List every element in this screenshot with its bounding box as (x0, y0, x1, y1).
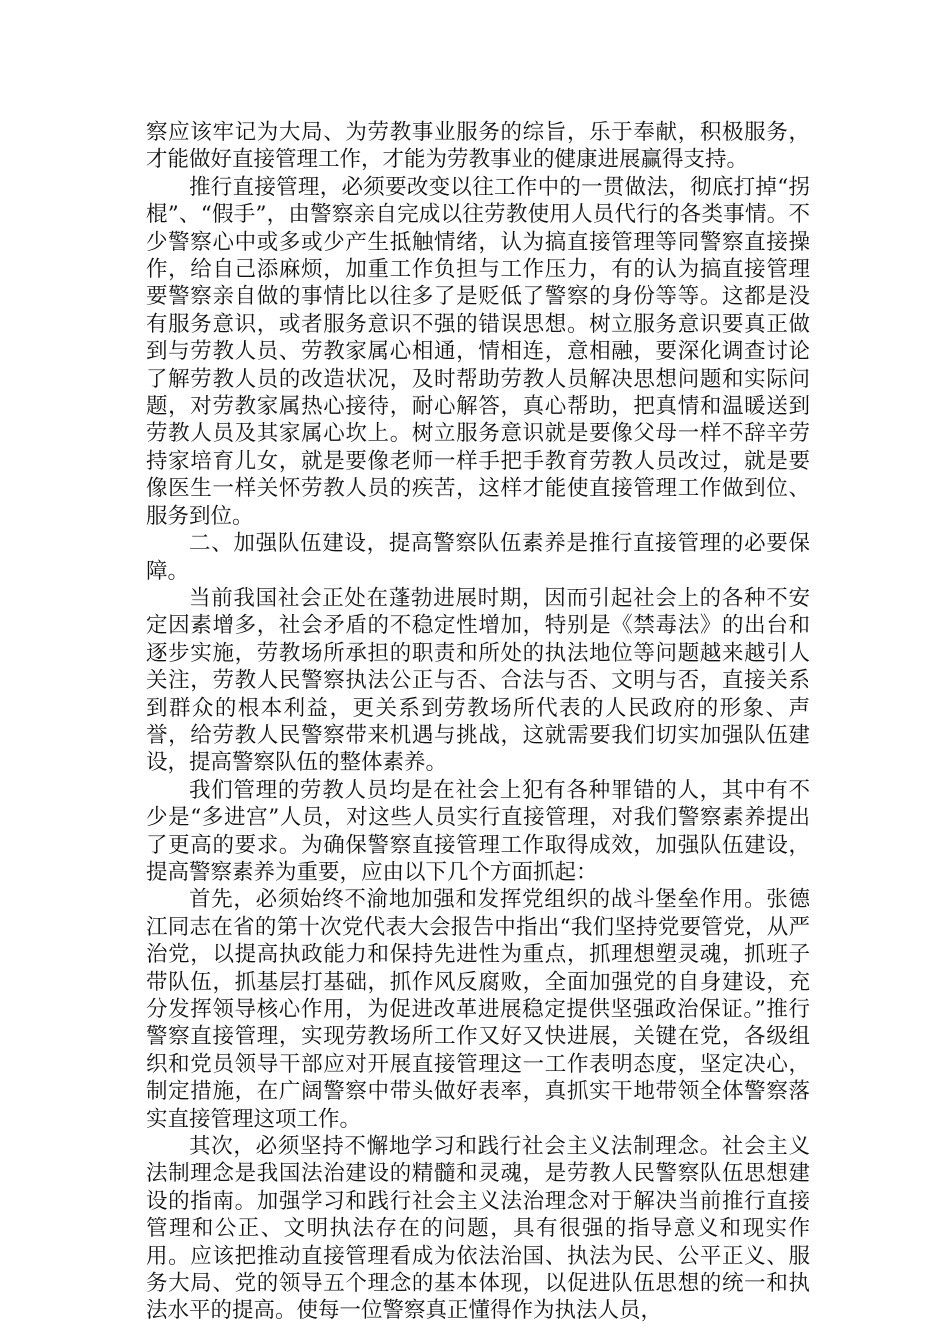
paragraph-inmate-management: 我们管理的劳教人员均是在社会上犯有各种罪错的人，其中有不少是“多进宫”人员，对这些人员实行直接管理，对我们警察素养提出了更高的要求。为确保警察直接管理工作取得成效，加强队伍建设，提高警察素养为重要，应由以下几个方面抓起： (146, 777, 810, 885)
document-page (146, 119, 810, 1325)
paragraph-first-party-role: 首先，必须始终不渝地加强和发挥党组织的战斗堡垒作用。张德江同志在省的第十次党代表大会报告中指出“我们坚持党要管党，从严治党，以提高执政能力和保持先进性为重点，抓理想塑灵魂，抓班子带队伍，抓基层打基础，抓作风反腐败，全面加强党的自身建设，充分发挥领导核心作用，为促进改革进展稳定提供坚强政治保证。”推行警察直接管理，实现劳教场所工作又好又快进展，关键在党，各级组织和党员领导干部应对开展直接管理这一工作表明态度，坚定决心，制定措施，在广阔警察中带头做好表率，真抓实干地带领全体警察落实直接管理这项工作。 (146, 887, 810, 1132)
section-heading-team-building: 二、加强队伍建设，提高警察队伍素养是推行直接管理的必要保障。 (146, 531, 810, 584)
paragraph-social-context: 当前我国社会正处在蓬勃进展时期，因而引起社会上的各种不安定因素增多，社会矛盾的不稳定性增加，特别是《禁毒法》的出台和逐步实施，劳教场所承担的职责和所处的执法地位等问题越来越引人关注，劳教人民警察执法公正与否、合法与否、文明与否，直接关系到群众的根本利益，更关系到劳教场所代表的人民政府的形象、声誉，给劳教人民警察带来机遇与挑战，这就需要我们切实加强队伍建设，提高警察队伍的整体素养。 (146, 585, 810, 776)
paragraph-second-legal-concept: 其次，必须坚持不懈地学习和践行社会主义法制理念。社会主义法制理念是我国法治建设的精髓和灵魂，是劳教人民警察队伍思想建设的指南。加强学习和践行社会主义法治理念对于解决当前推行直接管理和公正、文明执法存在的问题，具有很强的指导意义和现实作用。应该把推动直接管理看成为依法治国、执法为民、公平正义、服务大局、党的领导五个理念的基本体现，以促进队伍思想的统一和执法水平的提高。使每一位警察真正懂得作为执法人员， (146, 1134, 810, 1324)
paragraph-continuation: 察应该牢记为大局、为劳教事业服务的综旨，乐于奉献，积极服务，才能做好直接管理工作，才能为劳教事业的健康进展赢得支持。 (146, 120, 810, 173)
paragraph-direct-management: 推行直接管理，必须要改变以往工作中的一贯做法，彻底打掉“拐棍”、“假手”，由警察亲自完成以往劳教使用人员代行的各类事情。不少警察心中或多或少产生抵触情绪，认为搞直接管理等同警察直接操作，给自己添麻烦，加重工作负担与工作压力，有的认为搞直接管理要警察亲自做的事情比以往多了是贬低了警察的身份等等。这都是没有服务意识，或者服务意识不强的错误思想。树立服务意识要真正做到与劳教人员、劳教家属心相通，情相连，意相融，要深化调查讨论了解劳教人员的改造状况，及时帮助劳教人员解决思想问题和实际问题，对劳教家属热心接待，耐心解答，真心帮助，把真情和温暖送到劳教人员及其家属心坎上。树立服务意识就是要像父母一样不辞辛劳持家培育儿女，就是要像老师一样手把手教育劳教人员改过，就是要像医生一样关怀劳教人员的疾苦，这样才能使直接管理工作做到位、服务到位。 (146, 174, 810, 529)
